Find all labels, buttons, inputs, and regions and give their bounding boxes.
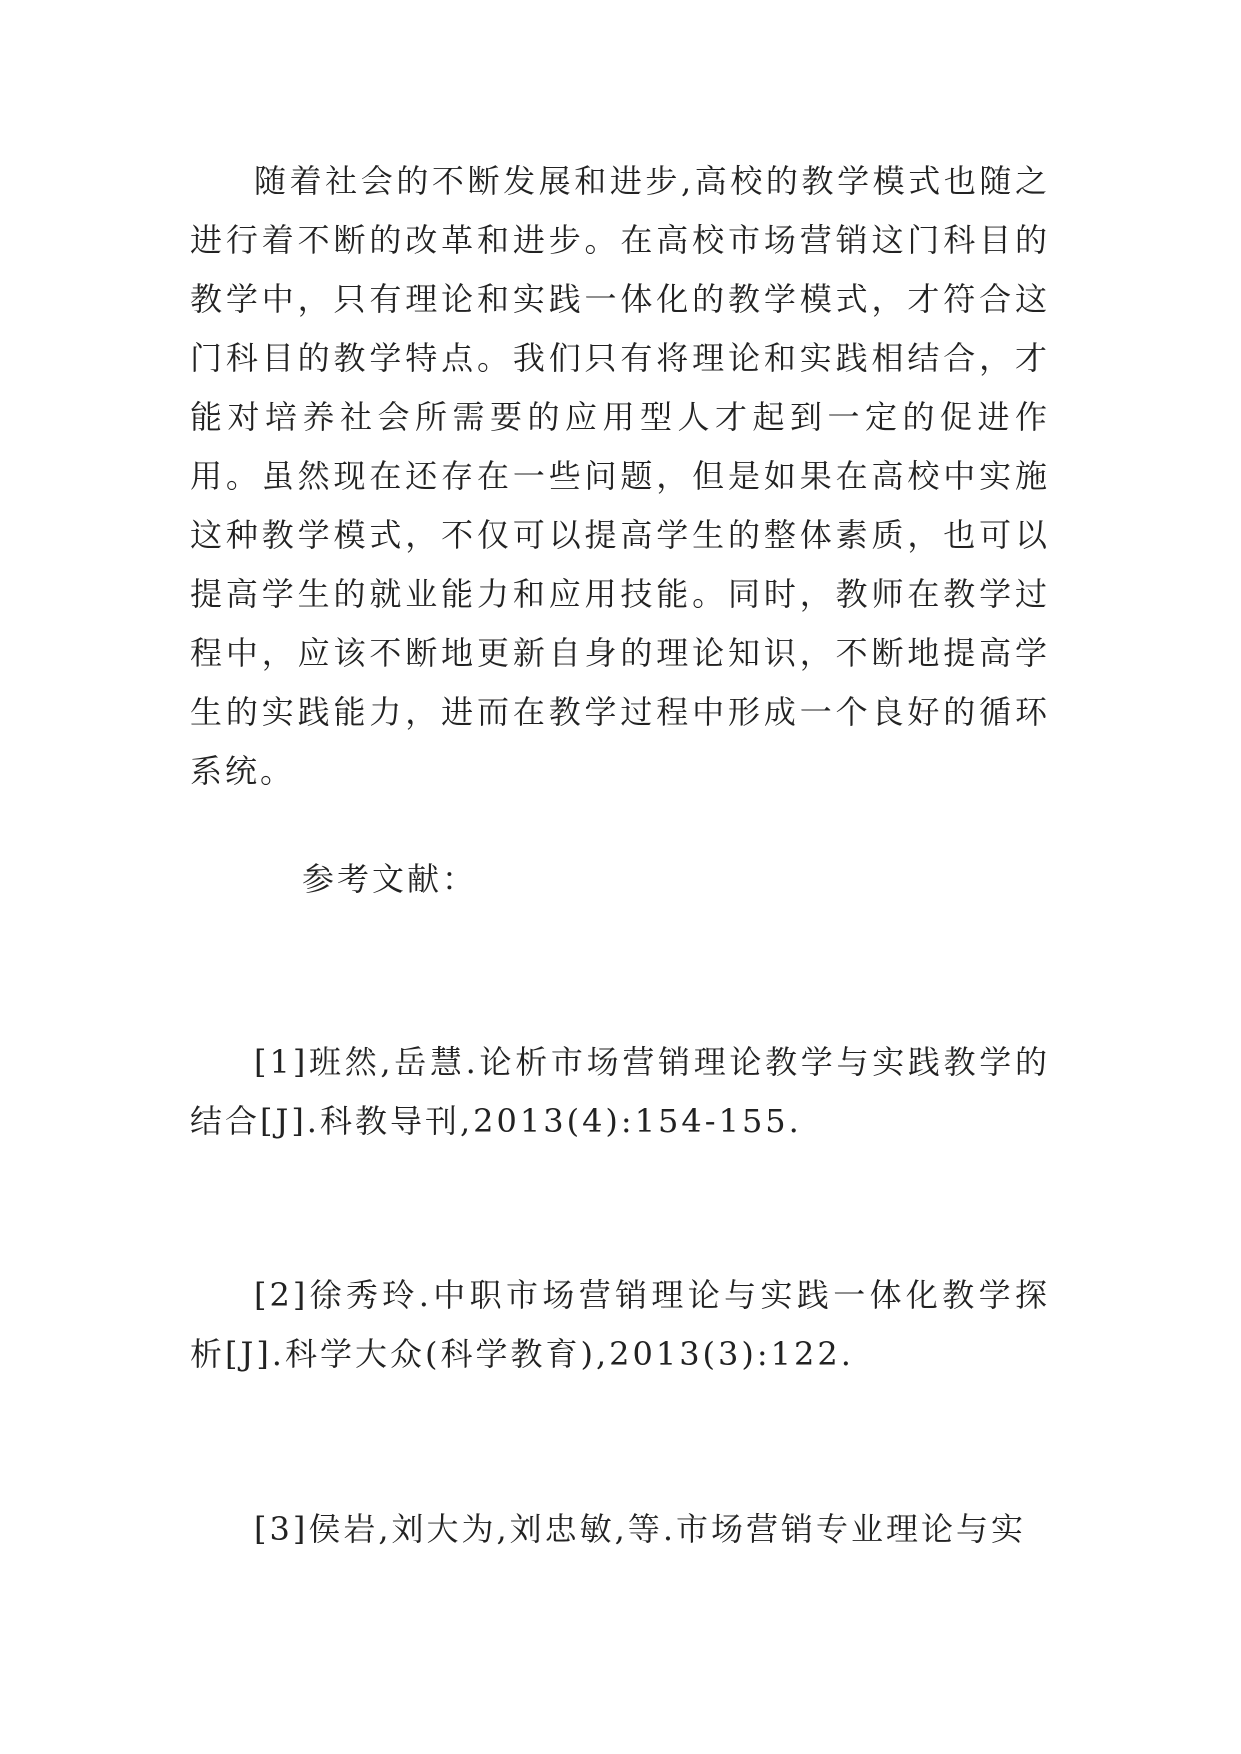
references-heading: 参考文献：	[302, 860, 478, 898]
reference-item-1: [1]班然,岳慧.论析市场营销理论教学与实践教学的结合[J].科教导刊,2013(4):154-155.	[190, 1043, 1050, 1140]
body-paragraph: 随着社会的不断发展和进步,高校的教学模式也随之进行着不断的改革和进步。在高校市场营销这门科目的教学中，只有理论和实践一体化的教学模式，才符合这门科目的教学特点。我们只有将理论和实践相结合，才能对培养社会所需要的应用型人才起到一定的促进作用。虽然现在还存在一些问题，但是如果在高校中实施这种教学模式，不仅可以提高学生的整体素质，也可以提高学生的就业能力和应用技能。同时，教师在教学过程中，应该不断地更新自身的理论知识，不断地提高学生的实践能力，进而在教学过程中形成一个良好的循环系统。	[190, 162, 1050, 790]
reference-item-2: [2]徐秀玲.中职市场营销理论与实践一体化教学探析[J].科学大众(科学教育),2013(3):122.	[190, 1276, 1050, 1373]
reference-item-3: [3]侯岩,刘大为,刘忠敏,等.市场营销专业理论与实	[254, 1510, 1027, 1548]
